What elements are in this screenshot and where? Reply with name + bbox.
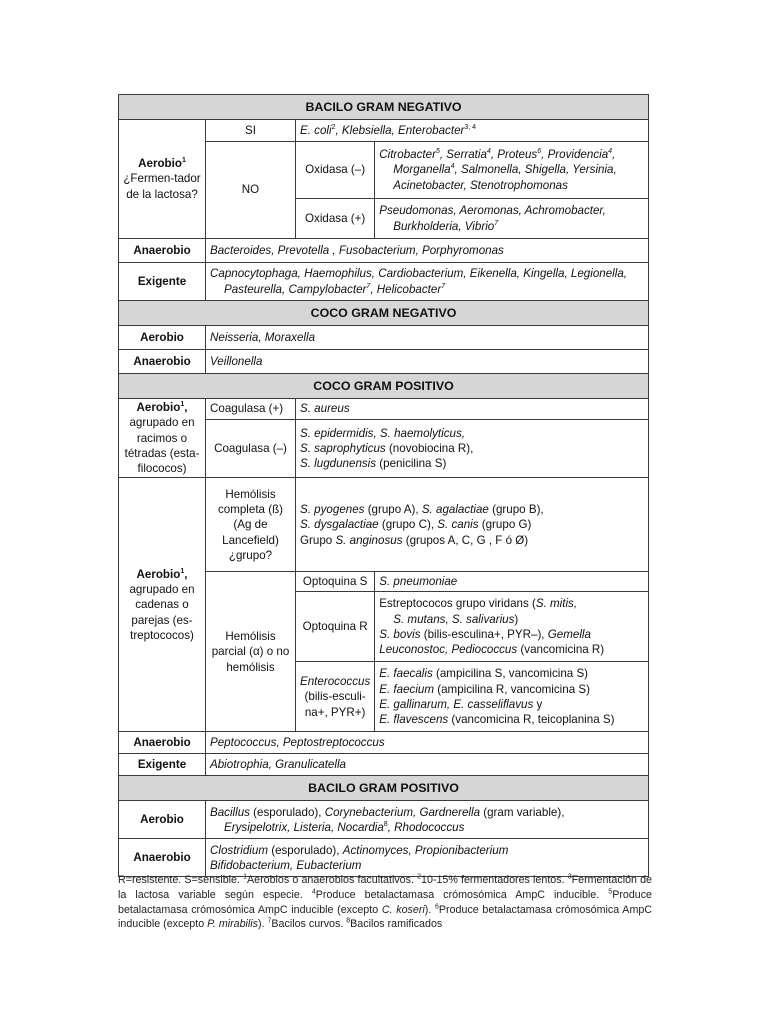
bgn-anaerobio-label: Anaerobio <box>119 239 206 263</box>
note: (novobiocina R), <box>385 441 474 455</box>
bacteria-classification-table <box>118 94 649 877</box>
organism: E. faecium <box>379 682 435 696</box>
note: (penicilina S) <box>376 457 447 471</box>
footnote-ref: 3 <box>567 873 572 881</box>
oxidasa-neg-organisms <box>375 142 649 199</box>
footnote-ref: 5 <box>608 888 613 896</box>
organism: , Rhodococcus <box>387 820 465 834</box>
list-line: S. epidermidis, S. haemolyticus, <box>300 426 465 440</box>
organism: S. canis <box>437 518 479 532</box>
oxidasa-neg-label: Oxidasa (–) <box>296 142 375 199</box>
organism: , Salmonella, Shigella, Yersinia, <box>454 163 617 177</box>
bgp-anaerobio-label: Anaerobio <box>119 839 206 877</box>
cgp-anaerobio-organisms: Peptococcus, Peptostreptococcus <box>206 732 649 754</box>
section-header-coco-gram-negativo: COCO GRAM NEGATIVO <box>119 301 649 326</box>
section-header-coco-gram-positivo: COCO GRAM POSITIVO <box>119 374 649 399</box>
organism: Actinomyces, Propionibacterium <box>342 843 509 857</box>
enterococcus-organisms <box>375 662 649 732</box>
organism: , Klebsiella, Enterobacter <box>335 123 465 137</box>
cgp-anaerobio-label: Anaerobio <box>119 732 206 754</box>
section-header-bacilo-gram-positivo: BACILO GRAM POSITIVO <box>119 776 649 801</box>
optoquina-s-organisms: S. pneumoniae <box>375 572 649 592</box>
list-line <box>379 219 644 234</box>
organism: Enterococcus <box>300 675 371 689</box>
organism: Corynebacterium, Gardnerella <box>324 805 481 819</box>
lactose-si-label: SI <box>206 120 296 142</box>
coagulasa-pos-organisms: S. aureus <box>296 399 649 420</box>
footnote-ref: 1 <box>181 157 186 165</box>
note: (grupo C), <box>378 518 438 532</box>
hemolisis-completa-label: Hemólisis completa (ß) (Ag de Lancefield) ¿grupo? <box>206 478 296 572</box>
footnote-text: Produce betalactamasa crómosómica AmpC inducible (excepto <box>118 903 653 931</box>
footnote-ref: 3, 4 <box>464 123 477 131</box>
organism: E. flavescens <box>379 713 449 727</box>
list-line <box>210 820 644 835</box>
hemolisis-parcial-label: Hemólisis parcial (α) o no hemólisis <box>206 572 296 732</box>
cgp-exigente-label: Exigente <box>119 754 206 776</box>
organism: S. dysgalactiae <box>300 518 379 532</box>
list-line: Acinetobacter, Stenotrophomonas <box>393 178 568 192</box>
coagulasa-pos-label: Coagulasa (+) <box>206 399 296 420</box>
note: (grupo B), <box>488 503 544 517</box>
organism: E. faecalis <box>379 667 433 681</box>
organism: , <box>612 148 616 162</box>
organism: Leuconostoc, Pediococcus <box>379 643 518 657</box>
note: (esporulado), <box>249 805 325 819</box>
footnote-text: ). <box>258 918 268 931</box>
bgn-aerobio-label: Aerobio <box>138 157 182 171</box>
oxidasa-pos-label: Oxidasa (+) <box>296 199 375 239</box>
organism: Citrobacter <box>379 148 436 162</box>
organism: S. anginosus <box>335 533 403 547</box>
footnote-ref: 4 <box>486 148 491 156</box>
cgp-aerobio-label: Aerobio <box>136 567 181 581</box>
organism: Gemella <box>547 627 591 641</box>
footnote-text: Bacilos ramificados <box>350 918 443 931</box>
footnote-ref: 2 <box>331 123 336 131</box>
footnote-ref: 4 <box>608 148 613 156</box>
oxidasa-pos-organisms <box>375 199 649 239</box>
footnote-ref: 1 <box>180 401 185 409</box>
footnote-ref: 8 <box>346 917 351 925</box>
punctuation: , <box>184 567 188 581</box>
bgn-exigente-label: Exigente <box>119 263 206 301</box>
note: (grupo A), <box>364 503 422 517</box>
organism: S. saprophyticus <box>300 441 386 455</box>
cgp-exigente-organisms: Abiotrophia, Granulicatella <box>206 754 649 776</box>
bgn-anaerobio-organisms: Bacteroides, Prevotella , Fusobacterium, Porphyromonas <box>206 239 649 263</box>
list-line: Pseudomonas, Aeromonas, Achromobacter, <box>379 204 606 218</box>
cgp-aerobio-staph-cell <box>119 399 206 478</box>
punctuation: , <box>184 401 188 414</box>
footnote-ref: 7 <box>494 219 499 227</box>
bgn-aerobio-cell <box>119 120 206 239</box>
footnote-ref: 7 <box>267 917 272 925</box>
footnote-ref: 6 <box>435 902 439 910</box>
bgp-aerobio-organisms <box>206 801 649 839</box>
footnote-text: Aerobios o anaerobios facultativos. <box>247 874 418 886</box>
footnote-ref: 5 <box>435 148 440 156</box>
note: (bilis-esculi-na+, PYR+) <box>304 690 366 719</box>
note: (ampicilina R, vancomicina S) <box>434 682 590 696</box>
cgp-aerobio-label: Aerobio <box>136 401 181 414</box>
section-header-bacilo-gram-negativo: BACILO GRAM NEGATIVO <box>119 95 649 120</box>
bgp-aerobio-label: Aerobio <box>119 801 206 839</box>
organism: Morganella <box>393 163 451 177</box>
note: ) <box>514 612 519 626</box>
footnote-text: ). <box>424 903 436 916</box>
footnote <box>118 873 652 932</box>
footnote-text: Produce betalactamasa crómosómica AmpC inducible. <box>315 888 609 901</box>
footnote-ref: 1 <box>180 567 185 575</box>
footnote-ref: 8 <box>383 821 388 829</box>
cgn-aerobio-organisms: Neisseria, Moraxella <box>206 326 649 350</box>
organism: Bifidobacterium, Eubacterium <box>210 858 362 872</box>
list-line <box>379 162 644 177</box>
organism: , Helicobacter <box>370 282 442 296</box>
cgp-aerobio-strep-desc: agrupado en cadenas o parejas (es-treptococos) <box>129 583 195 642</box>
footnote-ref: 2 <box>417 873 421 881</box>
organism: Bacillus <box>210 805 250 819</box>
note: (grupos A, C, G , F ó Ø) <box>402 533 529 547</box>
optoquina-s-label: Optoquina S <box>296 572 375 592</box>
cgn-anaerobio-label: Anaerobio <box>119 350 206 374</box>
footnote-ref: 1 <box>243 873 248 881</box>
footnote-text: Produce betalactamasa crómosómica AmpC inducible (excepto <box>118 888 652 916</box>
footnote-text: Bacilos curvos. <box>271 918 347 931</box>
optoquina-r-organisms <box>375 592 649 662</box>
cgp-aerobio-strep-cell <box>119 478 206 732</box>
bgp-anaerobio-organisms <box>206 839 649 877</box>
organism: Clostridium <box>210 843 268 857</box>
organism: Pasteurella, Campylobacter <box>224 282 367 296</box>
enterococcus-label <box>296 662 375 732</box>
hemolisis-completa-organisms <box>296 478 649 572</box>
bgn-exigente-organisms <box>206 263 649 301</box>
coagulasa-neg-label: Coagulasa (–) <box>206 419 296 478</box>
footnote-ref: 6 <box>537 148 542 156</box>
footnote-ref: 7 <box>441 282 446 290</box>
footnote-text: 10-15% fermentadores lentos. <box>421 874 568 886</box>
lactose-no-label: NO <box>206 142 296 239</box>
note: Estreptococos grupo viridans ( <box>379 597 536 611</box>
list-line: Capnocytophaga, Haemophilus, Cardiobacterium, Eikenella, Kingella, Legionella, <box>210 267 627 281</box>
bgn-aerobio-question: ¿Fermen-tador de la lactosa? <box>123 172 201 201</box>
coagulasa-neg-organisms <box>296 419 649 478</box>
cgp-aerobio-staph-desc: agrupado en racimos o tétradas (esta-filococos) <box>124 416 200 476</box>
note: (grupo G) <box>478 518 532 532</box>
organism: , Providencia <box>541 148 609 162</box>
note: (ampicilina S, vancomicina S) <box>432 667 589 681</box>
organism: Burkholderia, Vibrio <box>393 219 495 233</box>
organism: S. mitis, <box>535 597 578 611</box>
organism: E. gallinarum, E. casseliflavus <box>379 697 534 711</box>
note: Grupo <box>300 533 336 547</box>
organism: S. agalactiae <box>421 503 489 517</box>
note: (vancomicina R) <box>517 643 605 657</box>
cgn-anaerobio-organisms: Veillonella <box>206 350 649 374</box>
list-line <box>379 612 644 627</box>
note: (bilis-esculina+, PYR–), <box>420 627 548 641</box>
organism: S. lugdunensis <box>300 457 377 471</box>
footnote-text: R=resistente. S=sensible. <box>118 874 244 886</box>
footnote-text: Fermentación de la lactosa variable según especie. <box>118 874 652 901</box>
optoquina-r-label: Optoquina R <box>296 592 375 662</box>
organism: S. mutans, S. salivarius <box>393 612 515 626</box>
footnote-ref: 4 <box>450 163 455 171</box>
organism: S. pyogenes <box>300 503 365 517</box>
footnote-ref: 4 <box>311 888 316 896</box>
footnote-ref: 7 <box>366 282 371 290</box>
note: y <box>533 697 543 711</box>
note: (vancomicina R, teicoplanina S) <box>448 713 615 727</box>
organism: , Proteus <box>490 148 538 162</box>
cgn-aerobio-label: Aerobio <box>119 326 206 350</box>
organism: S. bovis <box>379 627 421 641</box>
organism: E. coli <box>300 123 332 137</box>
organism: , Serratia <box>439 148 487 162</box>
organism: C. koseri <box>381 903 425 916</box>
list-line <box>210 282 644 297</box>
organism: Erysipelotrix, Listeria, Nocardia <box>224 820 384 834</box>
organism: P. mirabilis <box>207 918 259 931</box>
lactose-si-organisms <box>296 120 649 142</box>
note: (esporulado), <box>267 843 343 857</box>
note: (gram variable), <box>480 805 565 819</box>
